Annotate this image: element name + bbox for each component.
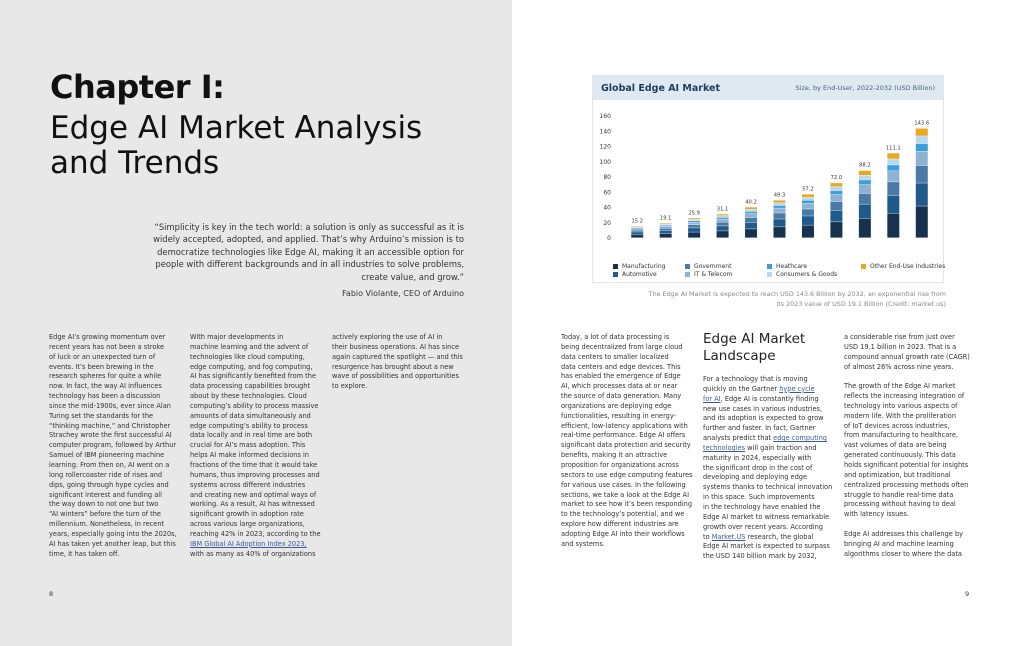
bar-segment (774, 203, 786, 205)
bar-total-label: 72.0 (830, 175, 843, 182)
legend-item (685, 271, 732, 278)
bar-segment (830, 183, 842, 186)
bar-segment (745, 229, 757, 237)
bar-segment (745, 207, 757, 209)
col5-text-b: , Edge AI is constantly finding new use cases in various industries, and its adoption is expected to grow further and faster. In fact, Gartner analysts predict that (703, 394, 824, 443)
bar-segment (745, 212, 757, 214)
bar-segment (631, 227, 643, 228)
bar-segment (830, 187, 842, 190)
body-column-4: Today, a lot of data processing is being decentralized from large cloud data centers to smaller localized data centers and edge devices. This has enabled the emergence of Edge AI, which processes data at or near the source of data generation. Many organizations are deploying edge functionalities, resulting in energy- efficient, low-latency applications with real-time performance. Edge AI offers significant data protection and security benefits, making it an attractive proposition for organizations across sectors to use edge computing features for various use cases. In the following sections, we take a look at the Edge AI market to see how it’s been responding to the technology’s potential, and we explore how different industries are adopting Edge AI into their workflows and systems. (561, 333, 693, 548)
page-title: Edge AI Market Analysis and Trends (50, 110, 423, 181)
bar-segment (859, 180, 871, 184)
chart-legend (613, 263, 946, 283)
edge-ai-market-chart (592, 75, 944, 283)
bar-segment (859, 175, 871, 179)
legend-item (613, 271, 657, 278)
bar-segment (717, 222, 729, 225)
chart-header (593, 76, 943, 100)
bar-segment (859, 185, 871, 193)
body-column-2 (190, 333, 328, 559)
bar-segment (830, 202, 842, 210)
bar-total-label: 40.2 (745, 199, 757, 206)
col5-text-c: will gain traction and maturity in 2024, especially with the significant drop in the cost of developing and deploying edge systems thanks to technical innovation in this space. Such improvements in the technology have enabled the Edge AI market to witness remarkable growth over recent years. According to (703, 443, 833, 541)
legend-swatch (685, 264, 690, 269)
bar-segment (660, 223, 672, 224)
legend-label: Other End-Use Industries (870, 263, 946, 270)
bar-segment (717, 219, 729, 222)
ibm-adoption-index-link[interactable]: IBM Global AI Adoption Index 2023, (190, 539, 307, 548)
bar-segment (830, 191, 842, 194)
body-column-6: a considerable rise from just over USD 19.1 billion in 2023. That is a compound annual growth rate (CAGR) of almost 26% across nine years. The growth of the Edge AI market reflects the increasing integration of technology into various aspects of modern life. With the proliferation of IoT devices across industries, from manufacturing to healthcare, vast volumes of data are being generated continuously. This data holds significant potential for insights and optimization, but traditional centralized processing methods often struggle to handle real-time data processing without having to deal with latency issues. Edge AI addresses this challenge by bringing AI and machine learning algorithms closer to where the data (844, 333, 970, 558)
bar-segment (688, 225, 700, 228)
bar-segment (717, 226, 729, 231)
bar-segment (717, 231, 729, 237)
y-tick-label: 140 (599, 128, 611, 136)
bar-total-label: 143.6 (914, 120, 930, 127)
bar-segment (774, 200, 786, 202)
y-tick-label: 40 (603, 204, 611, 212)
bar-segment (774, 213, 786, 219)
bar-segment (631, 235, 643, 238)
legend-item (767, 263, 807, 270)
bar-segment (802, 209, 814, 216)
edge-computing-link[interactable]: edge computing technologies (703, 434, 827, 452)
col5-text-d: research, the global Edge AI market is expected to surpass the USD 140 billion mark by 2032, (703, 532, 830, 561)
body-column-3: actively exploring the use of AI in their business operations. AI has since again captured the spotlight — and this resurgence has brought about a new wave of possibilities and opportunities to explore. (332, 333, 463, 391)
bar-segment (802, 204, 814, 209)
legend-label: IT & Telecom (694, 271, 733, 278)
legend-item (613, 263, 665, 270)
y-tick-label: 100 (599, 158, 611, 166)
bar-segment (859, 194, 871, 204)
bar-total-label: 57.2 (802, 186, 814, 193)
bar-segment (916, 144, 928, 151)
legend-label: Heathcare (776, 263, 808, 270)
bar-segment (660, 226, 672, 227)
bar-segment (802, 200, 814, 203)
bar-segment (660, 224, 672, 225)
bar-segment (774, 208, 786, 212)
bar-total-label: 88.2 (859, 162, 871, 169)
legend-item (861, 263, 945, 270)
legend-item (767, 271, 837, 278)
legend-swatch (767, 264, 772, 269)
bar-segment (774, 206, 786, 208)
bar-total-label: 31.1 (716, 206, 729, 213)
bar-segment (916, 136, 928, 143)
bar-segment (859, 171, 871, 175)
bar-segment (916, 129, 928, 136)
body-column-1: Edge AI’s growing momentum over recent years has not been a stroke of luck or an unexpected turn of events. It’s been brewing in the research spheres for quite a while now. In fact, the way AI influences technology has been a discussion since the mid-1900s, ever since Alan Turing set the standards for the “thinking machine,” and Christopher Strachey wrote the first successful AI computer program, followed by Arthur Samuel of IBM pioneering machine learning. From then on, AI went on a long rollercoaster ride of rises and dips, going through hype cycles and significant interest and funding all the way down to not one but two “AI winters” before the turn of the millennium. Nonetheless, in recent years, especially going into the 2020s, AI has taken yet another leap, but this time, it has taken off. (49, 333, 177, 558)
y-tick-label: 80 (603, 174, 611, 181)
body-column-2-text: With major developments in machine learning and the advent of technologies like cloud computing, edge computing, and fog computing, AI has significantly benefited from the data processing capabilities brought about by these technologies. Cloud computing’s ability to process massive amounts of data simultaneously and edge computing’s ability to process data locally and in real time are both crucial for AI’s mass adoption. This helps AI make informed decisions in fractions of the time that it would take humans, thus improving processes and systems across different industries and creating new and optimal ways of working. As a result, AI has witnessed significant growth in adoption rate across various large organizations, reaching 42% in 2023, according to the (190, 333, 321, 538)
bar-total-label: 49.3 (773, 192, 786, 199)
bar-total-label: 19.1 (659, 215, 672, 222)
y-tick-label: 20 (603, 219, 611, 227)
bar-segment (688, 232, 700, 237)
bar-segment (887, 213, 899, 237)
bar-segment (802, 225, 814, 237)
legend-label: Consumers & Goods (776, 271, 838, 278)
bar-segment (887, 159, 899, 165)
bar-segment (717, 218, 729, 219)
chart-caption: The Edge AI Market is expected to reach USD 143.6 Billion by 2032, an exponential rise from its 2023 value of USD 19.1 Billion (Credit: market.us) (648, 290, 946, 308)
bar-segment (916, 151, 928, 165)
bar-segment (802, 197, 814, 200)
legend-label: Automotive (622, 271, 657, 278)
bar-total-label: 15.2 (631, 218, 644, 225)
bar-segment (688, 228, 700, 232)
bar-segment (631, 229, 643, 230)
bar-segment (916, 206, 928, 237)
bar-segment (631, 226, 643, 227)
chart-subtitle: Size, by End-User, 2022-2032 (USD Billion) (795, 84, 935, 92)
bar-segment (802, 216, 814, 225)
bar-segment (887, 182, 899, 195)
legend-label: Government (694, 263, 732, 270)
bar-segment (887, 171, 899, 182)
bar-segment (631, 232, 643, 234)
chart-title: Global Edge AI Market (601, 83, 720, 94)
chapter-label: Chapter I: (50, 68, 225, 106)
legend-item (685, 263, 731, 270)
bar-segment (830, 195, 842, 202)
bar-segment (916, 166, 928, 183)
bar-chart-plot (593, 102, 946, 274)
market-us-link[interactable]: Market.US (711, 532, 746, 541)
bar-segment (688, 222, 700, 224)
bar-segment (660, 225, 672, 226)
legend-swatch (767, 272, 772, 277)
col5-text-a: For a technology that is moving quickly on the Gartner (703, 375, 808, 393)
bar-segment (859, 218, 871, 237)
bar-segment (660, 228, 672, 230)
bar-segment (887, 196, 899, 213)
quote-author: Fabio Violante, CEO of Arduino (342, 289, 464, 298)
bar-segment (660, 234, 672, 238)
bar-segment (631, 230, 643, 231)
bar-segment (774, 219, 786, 226)
section-heading: Edge AI Market Landscape (703, 331, 806, 364)
bar-segment (916, 183, 928, 206)
legend-swatch (685, 272, 690, 277)
legend-swatch (613, 272, 618, 277)
y-tick-label: 0 (607, 235, 611, 242)
bar-total-label: 111.1 (885, 145, 901, 152)
bar-segment (745, 218, 757, 223)
bar-segment (688, 218, 700, 219)
y-tick-label: 120 (599, 143, 611, 151)
legend-swatch (861, 264, 866, 269)
legend-swatch (613, 264, 618, 269)
bar-segment (631, 228, 643, 229)
bar-segment (802, 194, 814, 197)
hype-cycle-link[interactable]: hype cycle for AI (703, 384, 815, 403)
bar-segment (887, 153, 899, 159)
bar-segment (745, 209, 757, 211)
bar-segment (859, 204, 871, 218)
bar-segment (887, 165, 899, 171)
body-column-5 (703, 375, 839, 562)
bar-total-label: 25.9 (688, 210, 700, 217)
bar-segment (745, 223, 757, 229)
bar-segment (774, 227, 786, 238)
bar-segment (660, 231, 672, 234)
page-number-left: 8 (49, 590, 54, 598)
legend-label: Manufacturing (622, 263, 666, 270)
quote-text: “Simplicity is key in the tech world: a solution is only as successful as it is widely accepted, adopted, and applied. That’s why Arduino’s mission is to democratize technologies like Edge AI, making it an accessible option for people with different backgrounds and in all industries to solve problems, create value, and grow.” (153, 222, 464, 282)
bar-segment (717, 214, 729, 215)
bar-segment (745, 214, 757, 218)
bar-segment (830, 211, 842, 222)
bar-segment (688, 221, 700, 222)
page-number-right: 9 (965, 590, 970, 598)
y-tick-label: 60 (603, 189, 611, 197)
y-tick-label: 160 (599, 113, 611, 120)
body-column-2-tail: with as many as 40% of organizations (190, 549, 316, 558)
bar-segment (717, 216, 729, 217)
bar-segment (830, 222, 842, 238)
bar-segment (688, 220, 700, 221)
